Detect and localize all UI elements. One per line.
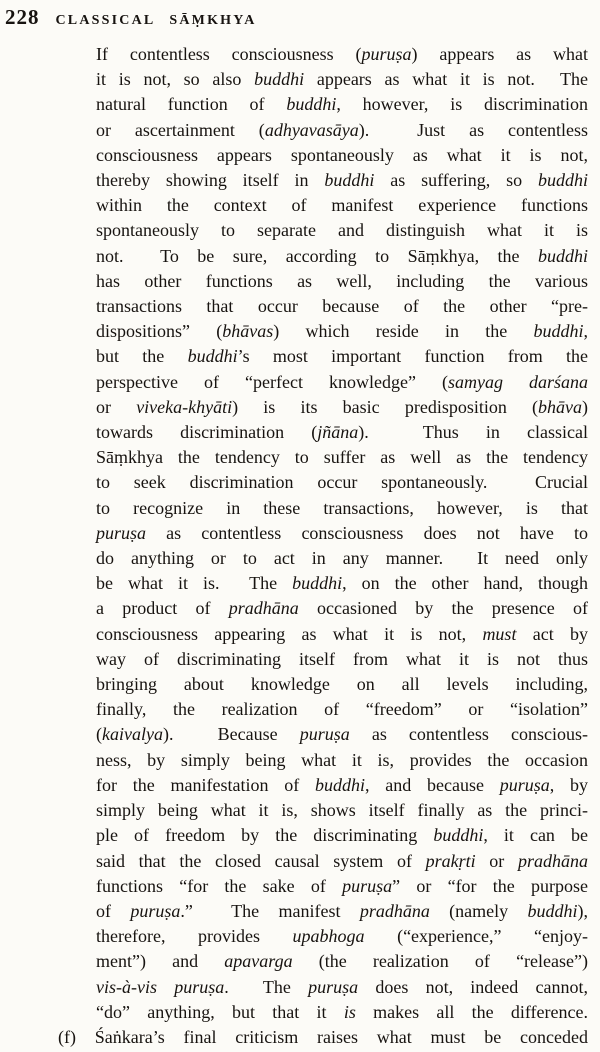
running-title: CLASSICAL SĀṂKHYA [55, 13, 257, 28]
text-line: ple of freedom by the discriminating buddhi, it can be [96, 825, 588, 846]
item-f-line [58, 1025, 588, 1050]
text-line: Sāṃkhya the tendency to suffer as well as the tendency [96, 447, 588, 468]
text-line: functions “for the sake of puruṣa” or “for the purpose [96, 875, 588, 896]
text-line: be what it is. The buddhi, on the other hand, though [96, 573, 588, 594]
text-line: towards discrimination (jñāna). Thus in classical [96, 422, 589, 443]
text-line: simply being what it is, shows itself finally as the princi- [96, 800, 588, 821]
text-line: said that the closed causal system of prakṛti or pradhāna [96, 850, 588, 871]
text-line: consciousness appears spontaneously as what it is not, [96, 144, 588, 165]
text-line: “do” anything, but that it is makes all the difference. [96, 1001, 588, 1022]
text-line: vis-à-vis puruṣa. The puruṣa does not, indeed cannot, [96, 976, 588, 997]
text-line: therefore, provides upabhoga (“experience,” “enjoy- [96, 926, 588, 947]
page-number: 228 [5, 5, 40, 29]
text-line: spontaneously to separate and distinguish what it is [96, 220, 588, 241]
text-line: do anything or to act in any manner. It need only [96, 548, 588, 569]
text-line: finally, the realization of “freedom” or “isolation” [96, 699, 588, 720]
text-line: for the manifestation of buddhi, and because puruṣa, by [96, 774, 589, 795]
text-line: or viveka-khyāti) is its basic predisposition (bhāva) [96, 396, 589, 417]
text-line: thereby showing itself in buddhi as suffering, so buddhi [96, 170, 588, 191]
text-line: way of discriminating itself from what it is not thus [96, 648, 588, 669]
text-line: natural function of buddhi, however, is discrimination [96, 94, 588, 115]
text-line: bringing about knowledge on all levels including, [96, 674, 588, 695]
text-line: or ascertainment (adhyavasāya). Just as contentless [96, 119, 589, 140]
text-line: but the buddhi’s most important function from the [96, 346, 588, 367]
text-line: has other functions as well, including the various [96, 270, 588, 291]
text-line: dispositions” (bhāvas) which reside in the buddhi, [96, 321, 588, 342]
page-header [5, 5, 257, 30]
text-line: to seek discrimination occur spontaneously. Crucial [96, 472, 588, 493]
text-line: consciousness appearing as what it is not, must act by [96, 623, 588, 644]
item-text: Śaṅkara’s final criticism raises what must be conceded [94, 1026, 589, 1047]
text-line: not. To be sure, according to Sāṃkhya, the buddhi [96, 245, 588, 266]
text-line: within the context of manifest experience functions [96, 195, 588, 216]
text-line: of puruṣa.” The manifest pradhāna (namely buddhi), [96, 900, 588, 921]
text-line: puruṣa as contentless consciousness does not have to [96, 522, 588, 543]
text-line: perspective of “perfect knowledge” (samyag darśana [96, 371, 588, 392]
body-text-block [58, 42, 588, 1050]
text-line: transactions that occur because of the other “pre- [96, 296, 588, 317]
text-line: it is not, so also buddhi appears as what it is not. The [96, 69, 588, 90]
item-marker: (f) [58, 1026, 76, 1047]
paragraph [58, 42, 588, 1025]
text-line: (kaivalya). Because puruṣa as contentless conscious- [96, 724, 588, 745]
text-line: If contentless consciousness (puruṣa) appears as what [96, 44, 588, 64]
text-line: ness, by simply being what it is, provides the occasion [96, 749, 588, 770]
text-line: ment”) and apavarga (the realization of “release”) [96, 951, 588, 972]
text-line: to recognize in these transactions, however, is that [96, 497, 588, 518]
text-line: a product of pradhāna occasioned by the presence of [96, 598, 589, 619]
